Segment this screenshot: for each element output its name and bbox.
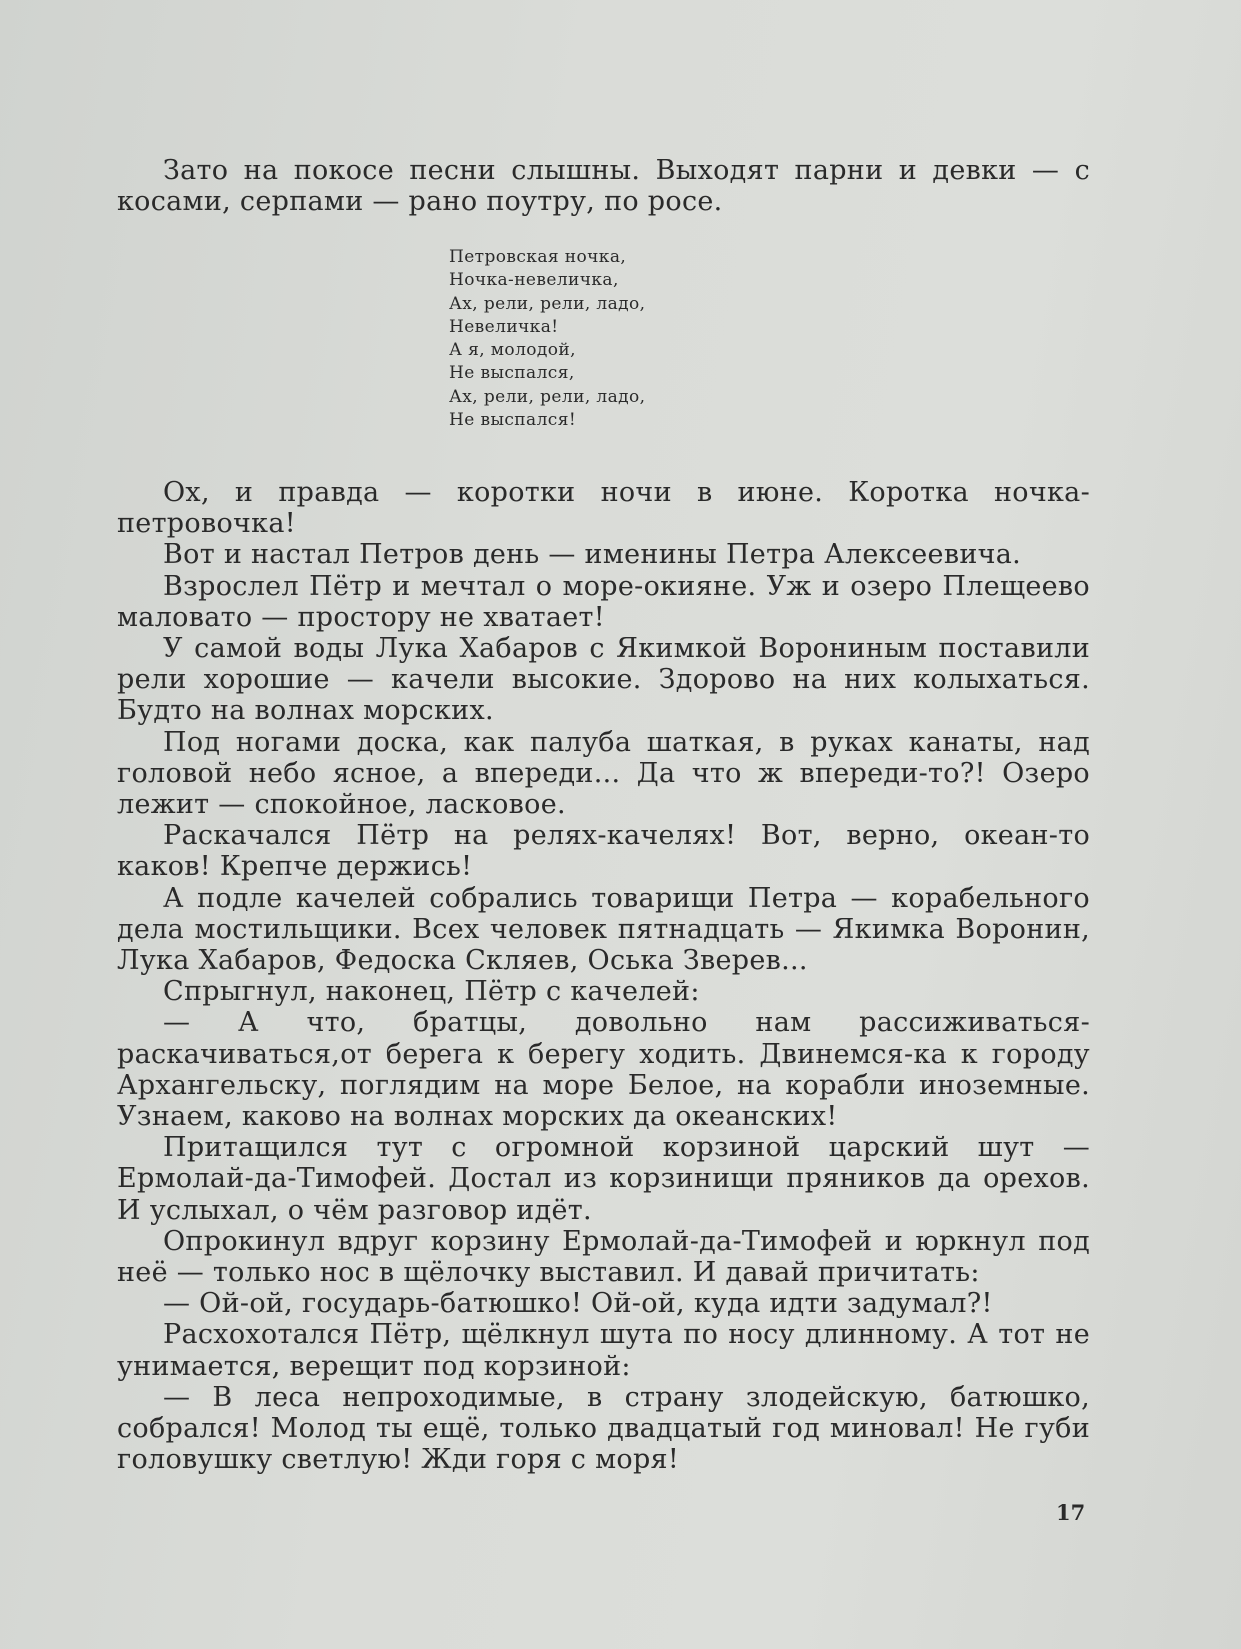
paragraph: Ох, и правда — коротки ночи в июне. Коротка ночка-петровочка!	[117, 477, 1090, 540]
paragraph: Расхохотался Пётр, щёлкнул шута по носу длинному. А тот не унимается, верещит под корзиной:	[117, 1319, 1090, 1382]
poem-line: Ах, рели, рели, ладо,	[449, 293, 646, 314]
poem-verse	[449, 246, 645, 432]
paragraph: Взрослел Пётр и мечтал о море-окияне. Уж и озеро Плещеево маловато — простору не хватает!	[117, 570, 1090, 633]
paragraph: — В леса непроходимые, в страну злодейскую, батюшко, собрался! Молод ты ещё, только двадцатый год миновал! Не губи головушку светлую! Жди горя с моря!	[117, 1381, 1090, 1476]
paragraph: Вот и настал Петров день — именины Петра Алексеевича.	[163, 539, 1022, 571]
paragraph: У самой воды Лука Хабаров с Якимкой Ворониным поставили рели хорошие — качели высокие. Здорово на них колыхаться. Будто на волнах морских.	[117, 633, 1090, 727]
paragraph: — А что, братцы, довольно нам рассиживаться-раскачиваться,от берега к берегу ходить. Двинемся-ка к городу Архангельску, поглядим на море Белое, на корабли иноземные. Узнаем, каково на волнах морских да океанских!	[117, 1007, 1090, 1133]
main-text	[117, 477, 1090, 1476]
poem-line: Петровская ночка,	[449, 247, 627, 267]
paragraph: — Ой-ой, государь-батюшко! Ой-ой, куда идти задумал?!	[163, 1288, 993, 1320]
paragraph: Зато на покосе песни слышны. Выходят парни и девки — с косами, серпами — рано поутру, по росе.	[117, 155, 1090, 218]
poem-line: Ах, рели, рели, ладо,	[449, 386, 646, 407]
poem-line: Не выспался!	[449, 410, 577, 431]
poem-line: Невеличка!	[449, 316, 559, 337]
paragraph: А подле качелей собрались товарищи Петра — корабельного дела мостильщики. Всех человек пятнадцать — Якимка Воронин, Лука Хабаров, Федоска Скляев, Оська Зверев...	[117, 882, 1090, 977]
paragraph: Раскачался Пётр на релях-качелях! Вот, верно, океан-то каков! Крепче держись!	[117, 820, 1090, 883]
paragraph: Спрыгнул, наконец, Пётр с качелей:	[163, 976, 700, 1008]
intro-text	[117, 155, 1090, 217]
poem-line: Ночка-невеличка,	[449, 270, 619, 291]
page-number: 17	[1056, 1500, 1086, 1525]
paragraph: Опрокинул вдруг корзину Ермолай-да-Тимофей и юркнул под неё — только нос в щёлочку выставил. И давай причитать:	[117, 1225, 1090, 1289]
poem-line: А я, молодой,	[449, 340, 576, 361]
poem-line: Не выспался,	[449, 363, 575, 384]
paragraph: Притащился тут с огромной корзиной царский шут — Ермолай-да-Тимофей. Достал из корзинищи пряников да орехов. И услыхал, о чём разговор идёт.	[117, 1132, 1090, 1226]
paragraph: Под ногами доска, как палуба шаткая, в руках канаты, над головой небо ясное, а впереди... Да что ж впереди-то?! Озеро лежит — спокойное, ласковое.	[117, 726, 1090, 821]
